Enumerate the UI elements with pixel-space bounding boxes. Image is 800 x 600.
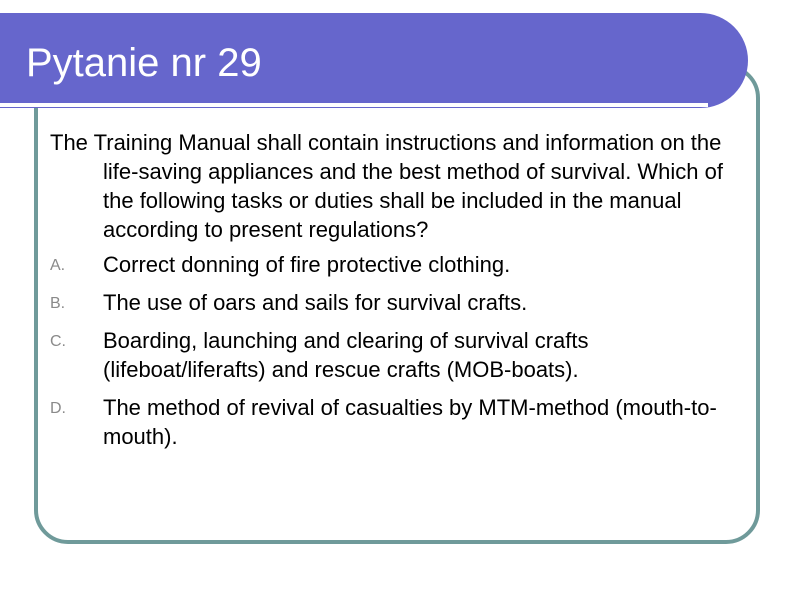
answer-option-c xyxy=(50,326,750,384)
option-text: Correct donning of fire protective clothing. xyxy=(103,252,511,277)
option-text: Boarding, launching and clearing of survival crafts (lifeboat/liferafts) and rescue crafts (MOB-boats). xyxy=(103,328,589,382)
option-letter: A. xyxy=(50,257,66,274)
answer-option-a xyxy=(50,250,750,279)
option-letter: B. xyxy=(50,295,66,312)
option-letter: D. xyxy=(50,400,66,417)
answer-options xyxy=(50,250,750,451)
option-text: The method of revival of casualties by MTM-method (mouth-to-mouth). xyxy=(103,395,717,449)
answer-option-b xyxy=(50,288,750,317)
option-letter: C. xyxy=(50,333,66,350)
question-text: The Training Manual shall contain instructions and information on the life-saving appliances and the best method of survival. Which of the following tasks or duties shall be included in the manual according to present regulations? xyxy=(50,130,723,242)
title-underline xyxy=(0,103,708,107)
slide-content xyxy=(50,128,750,460)
answer-option-d xyxy=(50,393,750,451)
option-text: The use of oars and sails for survival crafts. xyxy=(103,290,528,315)
slide-title: Pytanie nr 29 xyxy=(26,41,262,85)
